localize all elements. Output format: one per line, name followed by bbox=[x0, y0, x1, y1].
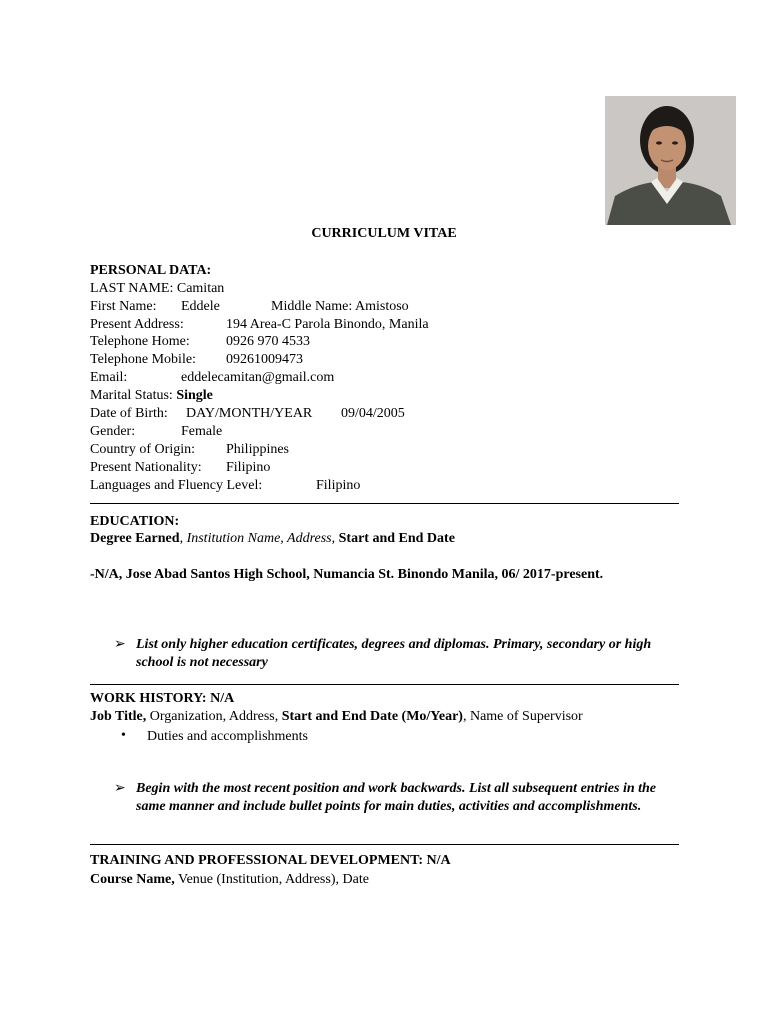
marital-status-value: Single bbox=[176, 388, 213, 403]
document-title: CURRICULUM VITAE bbox=[311, 226, 457, 241]
address-value: 194 Area-C Parola Binondo, Manila bbox=[226, 317, 429, 332]
job-title-label: Job Title, bbox=[90, 709, 147, 724]
section-divider bbox=[90, 844, 679, 845]
last-name: LAST NAME: Camitan bbox=[90, 281, 225, 296]
languages-label: Languages and Fluency Level: bbox=[90, 478, 263, 493]
dob-format: DAY/MONTH/YEAR bbox=[186, 406, 313, 421]
training-details: Venue (Institution, Address), Date bbox=[174, 872, 369, 887]
education-note: List only higher education certificates, degrees and diplomas. Primary, secondary or high school is not necessary bbox=[136, 637, 652, 670]
first-name-value: Eddele bbox=[181, 299, 220, 314]
dob-label: Date of Birth: bbox=[90, 406, 168, 421]
dob-value: 09/04/2005 bbox=[341, 406, 405, 421]
gender-label: Gender: bbox=[90, 424, 136, 439]
email-value: eddelecamitan@gmail.com bbox=[181, 370, 335, 385]
country-value: Philippines bbox=[226, 442, 290, 457]
languages-value: Filipino bbox=[316, 478, 361, 493]
arrow-bullet-icon: ➢ bbox=[114, 637, 126, 652]
education-entry: -N/A, Jose Abad Santos High School, Numancia St. Binondo Manila, 06/ 2017-present. bbox=[90, 567, 604, 582]
course-name-label: Course Name, bbox=[90, 872, 175, 887]
nationality-value: Filipino bbox=[226, 460, 271, 475]
marital-status-label: Marital Status: bbox=[90, 388, 173, 403]
work-format-row bbox=[90, 708, 583, 726]
marital-status-row bbox=[90, 387, 213, 405]
supervisor-label: , Name of Supervisor bbox=[462, 709, 583, 724]
middle-name: Middle Name: Amistoso bbox=[271, 299, 409, 314]
tel-home-label: Telephone Home: bbox=[90, 334, 190, 349]
training-heading: TRAINING AND PROFESSIONAL DEVELOPMENT: N/A bbox=[90, 853, 451, 868]
email-label: Email: bbox=[90, 370, 128, 385]
applicant-photo bbox=[605, 96, 736, 225]
organization-label: Organization, Address, bbox=[146, 709, 282, 724]
degree-label: Degree Earned bbox=[90, 531, 180, 546]
first-name-label: First Name: bbox=[90, 299, 157, 314]
work-history-heading: WORK HISTORY: N/A bbox=[90, 691, 235, 706]
tel-mobile-value: 09261009473 bbox=[226, 352, 303, 367]
education-dates-label: Start and End Date bbox=[338, 531, 455, 546]
tel-home-value: 0926 970 4533 bbox=[226, 334, 310, 349]
section-divider bbox=[90, 684, 679, 685]
gender-value: Female bbox=[181, 424, 223, 439]
address-label: Present Address: bbox=[90, 317, 184, 332]
country-label: Country of Origin: bbox=[90, 442, 195, 457]
tel-mobile-label: Telephone Mobile: bbox=[90, 352, 196, 367]
arrow-bullet-icon: ➢ bbox=[114, 781, 126, 796]
education-heading: EDUCATION: bbox=[90, 514, 180, 529]
section-divider bbox=[90, 503, 679, 504]
personal-data-heading: PERSONAL DATA: bbox=[90, 263, 212, 278]
first-name-row bbox=[90, 298, 157, 316]
education-format-row: Degree Earned, Institution Name, Address, Start and End Date bbox=[90, 531, 455, 546]
work-dates-label: Start and End Date (Mo/Year) bbox=[281, 709, 463, 724]
duties-item: Duties and accomplishments bbox=[147, 729, 308, 744]
bullet-icon: • bbox=[121, 728, 126, 743]
training-format-row bbox=[90, 871, 369, 889]
nationality-label: Present Nationality: bbox=[90, 460, 202, 475]
institution-label: Institution Name, Address bbox=[186, 531, 332, 546]
work-note: Begin with the most recent position and work backwards. List all subsequent entries in the same manner and include bullet points for main duties, activities and accomplishments. bbox=[136, 781, 657, 814]
